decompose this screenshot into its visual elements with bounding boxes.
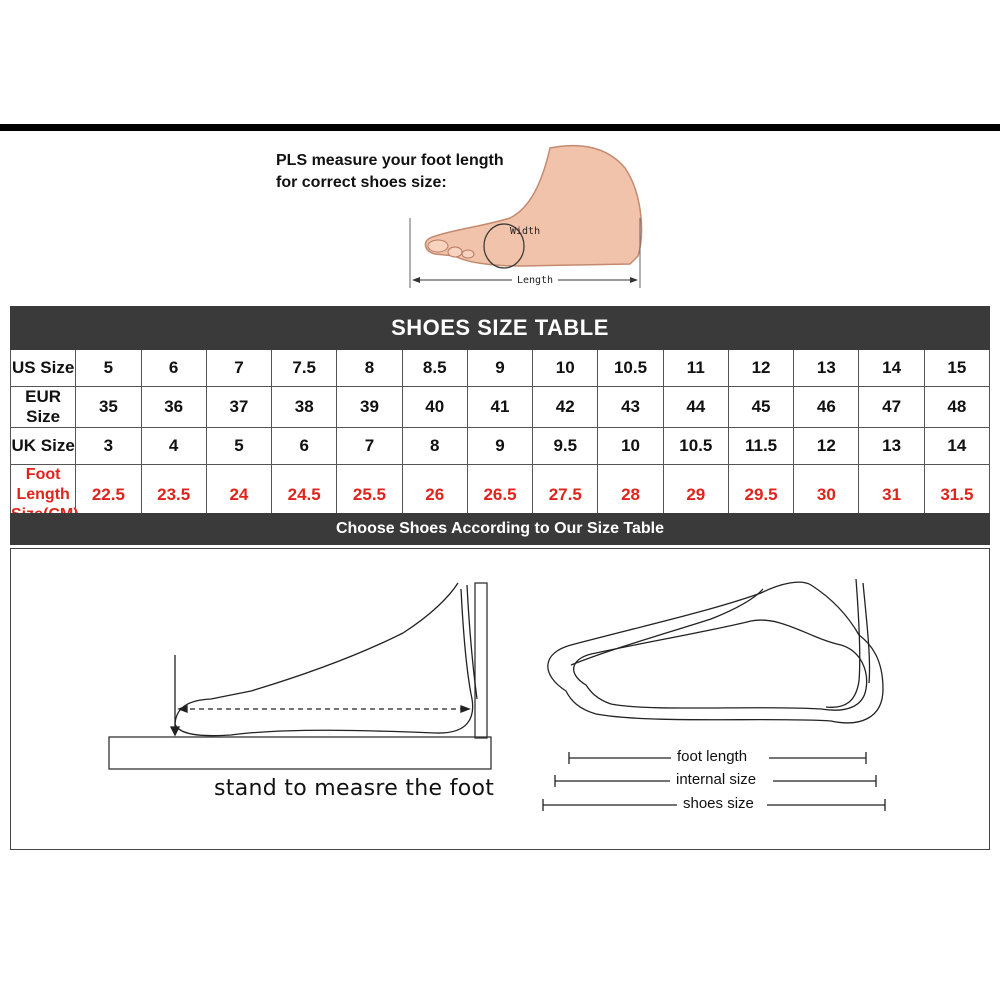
size-table-banner: Choose Shoes According to Our Size Table — [10, 513, 990, 545]
size-cell-uk: 9 — [467, 428, 532, 465]
size-cell-foot-length: 22.5 — [76, 465, 141, 526]
size-cell-us: 8.5 — [402, 350, 467, 387]
size-cell-us: 15 — [924, 350, 989, 387]
size-cell-uk: 7 — [337, 428, 402, 465]
size-cell-eur: 46 — [794, 387, 859, 428]
size-cell-us: 7 — [206, 350, 271, 387]
size-cell-eur: 39 — [337, 387, 402, 428]
size-cell-foot-length: 28 — [598, 465, 663, 526]
size-cell-uk: 12 — [794, 428, 859, 465]
size-cell-foot-length: 25.5 — [337, 465, 402, 526]
row-label-foot-length-line1: Foot Length — [16, 466, 70, 503]
size-cell-us: 10 — [533, 350, 598, 387]
row-label-eur: EUR Size — [11, 387, 76, 428]
size-cell-eur: 43 — [598, 387, 663, 428]
size-cell-uk: 4 — [141, 428, 206, 465]
size-cell-us: 8 — [337, 350, 402, 387]
size-cell-eur: 47 — [859, 387, 924, 428]
size-cell-foot-length: 27.5 — [533, 465, 598, 526]
size-cell-foot-length: 23.5 — [141, 465, 206, 526]
size-cell-foot-length: 30 — [794, 465, 859, 526]
size-cell-eur: 48 — [924, 387, 989, 428]
size-cell-us: 11 — [663, 350, 728, 387]
size-table-title: SHOES SIZE TABLE — [11, 307, 990, 350]
table-row-us — [11, 350, 990, 387]
size-cell-uk: 10 — [598, 428, 663, 465]
size-cell-uk: 5 — [206, 428, 271, 465]
stand-caption: stand to measre the foot — [214, 776, 495, 801]
measurement-diagram — [10, 548, 990, 850]
size-cell-us: 7.5 — [272, 350, 337, 387]
foot-length-label: foot length — [671, 748, 753, 765]
size-cell-foot-length: 24.5 — [272, 465, 337, 526]
size-cell-uk: 8 — [402, 428, 467, 465]
size-cell-eur: 41 — [467, 387, 532, 428]
size-cell-eur: 45 — [728, 387, 793, 428]
size-cell-uk: 10.5 — [663, 428, 728, 465]
shoes-size-label: shoes size — [677, 795, 760, 812]
size-cell-foot-length: 26 — [402, 465, 467, 526]
size-cell-foot-length: 31.5 — [924, 465, 989, 526]
size-cell-eur: 44 — [663, 387, 728, 428]
size-cell-eur: 38 — [272, 387, 337, 428]
size-cell-uk: 13 — [859, 428, 924, 465]
size-cell-uk: 14 — [924, 428, 989, 465]
size-cell-uk: 3 — [76, 428, 141, 465]
size-cell-foot-length: 26.5 — [467, 465, 532, 526]
size-cell-us: 14 — [859, 350, 924, 387]
table-row-eur — [11, 387, 990, 428]
size-cell-foot-length: 31 — [859, 465, 924, 526]
size-cell-eur: 42 — [533, 387, 598, 428]
measure-line-2: for correct shoes size: — [276, 174, 447, 191]
size-cell-uk: 6 — [272, 428, 337, 465]
internal-size-label: internal size — [670, 771, 762, 788]
table-row-uk — [11, 428, 990, 465]
size-cell-uk: 9.5 — [533, 428, 598, 465]
size-cell-foot-length: 24 — [206, 465, 271, 526]
row-label-us: US Size — [11, 350, 76, 387]
standing-foot-drawing — [109, 583, 491, 769]
length-label: Length — [516, 275, 554, 286]
size-cell-us: 9 — [467, 350, 532, 387]
width-label: Width — [510, 226, 541, 237]
size-cell-uk: 11.5 — [728, 428, 793, 465]
size-cell-us: 12 — [728, 350, 793, 387]
size-table — [10, 306, 990, 526]
size-cell-eur: 36 — [141, 387, 206, 428]
size-cell-us: 13 — [794, 350, 859, 387]
measure-line-1: PLS measure your foot length — [276, 152, 504, 169]
size-cell-eur: 40 — [402, 387, 467, 428]
row-label-uk: UK Size — [11, 428, 76, 465]
foot-measure-illustration — [400, 138, 650, 296]
size-cell-foot-length: 29 — [663, 465, 728, 526]
size-cell-us: 6 — [141, 350, 206, 387]
size-cell-eur: 35 — [76, 387, 141, 428]
size-cell-us: 10.5 — [598, 350, 663, 387]
size-cell-eur: 37 — [206, 387, 271, 428]
size-cell-us: 5 — [76, 350, 141, 387]
size-cell-foot-length: 29.5 — [728, 465, 793, 526]
top-divider — [0, 124, 1000, 131]
